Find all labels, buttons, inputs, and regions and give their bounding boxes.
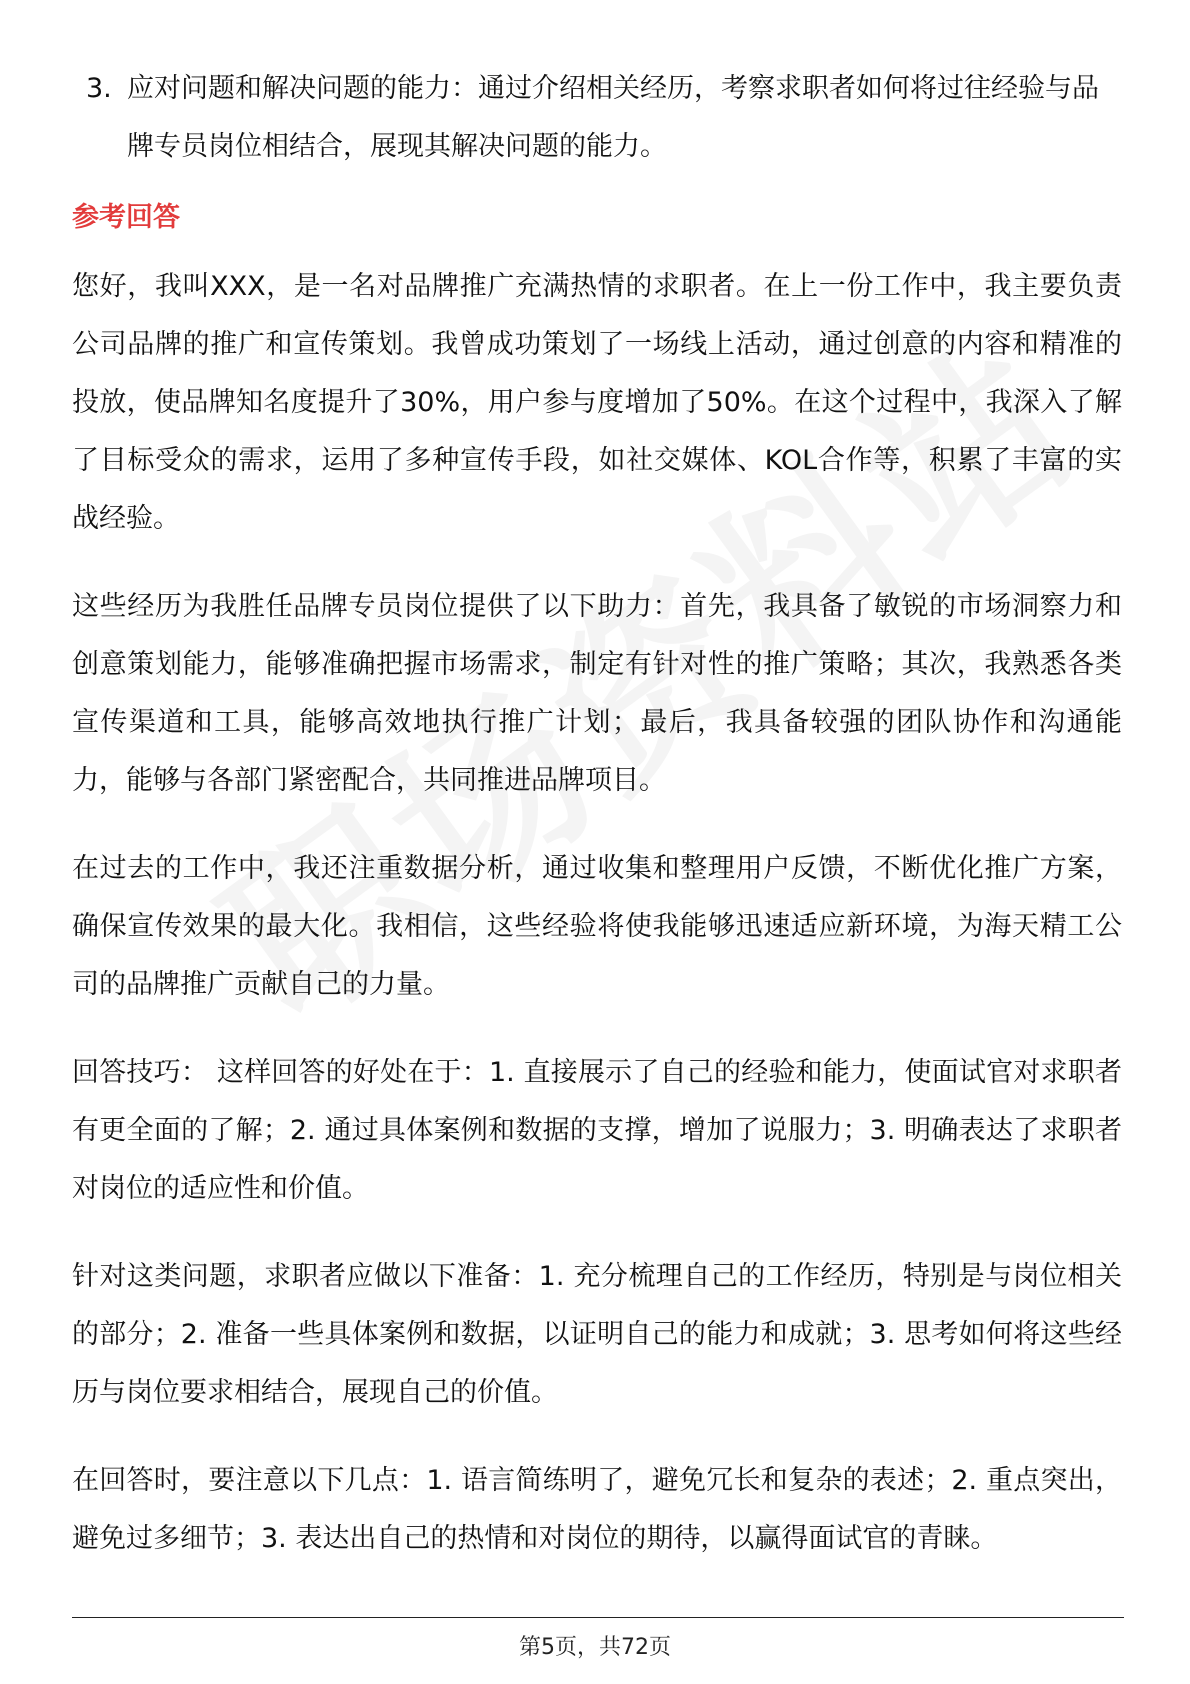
- list-item: [72, 60, 1122, 176]
- paragraph-intro: 您好，我叫XXX，是一名对品牌推广充满热情的求职者。在上一份工作中，我主要负责公司品牌的推广和宣传策划。我曾成功策划了一场线上活动，通过创意的内容和精准的投放，使品牌知名度提升了30%，用户参与度增加了50%。在这个过程中，我深入了解了目标受众的需求，运用了多种宣传手段，如社交媒体、KOL合作等，积累了丰富的实战经验。: [72, 271, 1122, 534]
- paragraph-strengths: 这些经历为我胜任品牌专员岗位提供了以下助力：首先，我具备了敏锐的市场洞察力和创意策划能力，能够准确把握市场需求，制定有针对性的推广策略；其次，我熟悉各类宣传渠道和工具，能够高效地执行推广计划；最后，我具备较强的团队协作和沟通能力，能够与各部门紧密配合，共同推进品牌项目。: [72, 591, 1122, 796]
- paragraph-notes: 在回答时，要注意以下几点：1. 语言简练明了，避免冗长和复杂的表述；2. 重点突出，避免过多细节；3. 表达出自己的热情和对岗位的期待，以赢得面试官的青睐。: [72, 1465, 1122, 1554]
- paragraph-answer-tips: 回答技巧： 这样回答的好处在于：1. 直接展示了自己的经验和能力，使面试官对求职者有更全面的了解；2. 通过具体案例和数据的支撑，增加了说服力；3. 明确表达了求职者对岗位的适应性和价值。: [72, 1057, 1122, 1204]
- paragraph-data-analysis: 在过去的工作中，我还注重数据分析，通过收集和整理用户反馈，不断优化推广方案，确保宣传效果的最大化。我相信，这些经验将使我能够迅速适应新环境，为海天精工公司的品牌推广贡献自己的力量。: [72, 853, 1122, 1000]
- page-content: [72, 60, 1122, 1598]
- list-item-number: 3.: [86, 73, 112, 104]
- section-title: 参考回答: [72, 202, 180, 233]
- footer-divider: [72, 1617, 1124, 1618]
- page-number: 第5页，共72页: [519, 1635, 671, 1660]
- list-item-text: 应对问题和解决问题的能力：通过介绍相关经历，考察求职者如何将过往经验与品牌专员岗位相结合，展现其解决问题的能力。: [127, 73, 1099, 162]
- paragraph-preparation: 针对这类问题，求职者应做以下准备：1. 充分梳理自己的工作经历，特别是与岗位相关的部分；2. 准备一些具体案例和数据，以证明自己的能力和成就；3. 思考如何将这些经历与岗位要求相结合，展现自己的价值。: [72, 1261, 1122, 1408]
